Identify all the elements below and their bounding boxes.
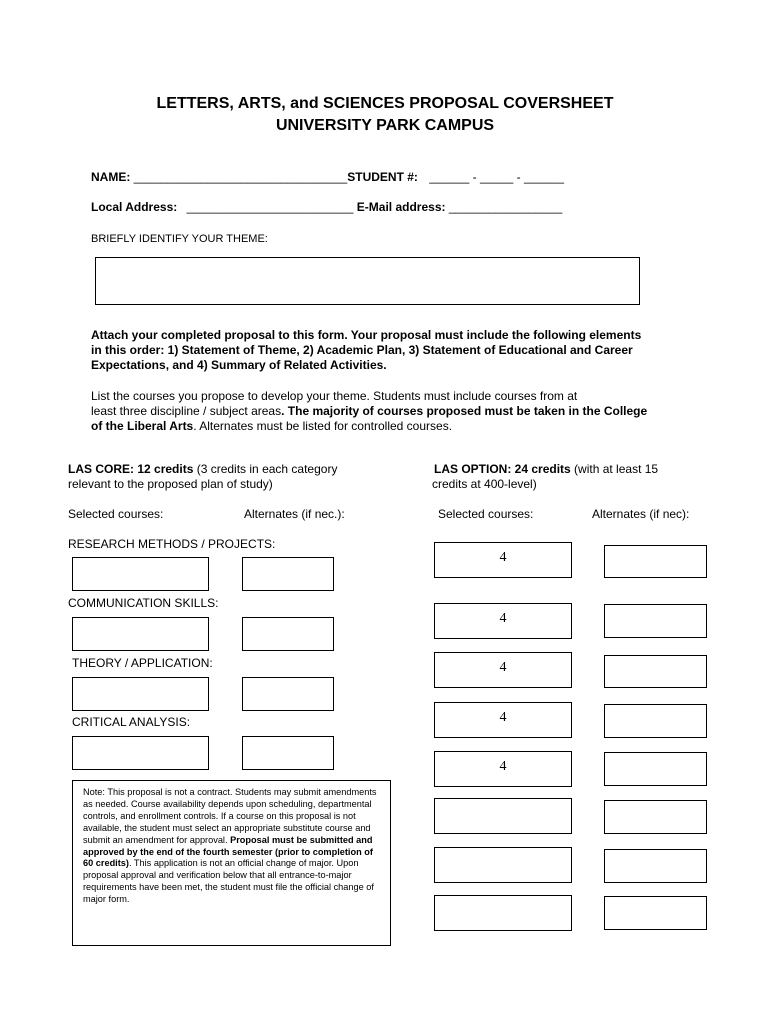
- option-course-box-8[interactable]: [434, 895, 572, 931]
- core-course-box-communication[interactable]: [72, 617, 209, 651]
- attach-line-1: Attach your completed proposal to this form. Your proposal must include the following elements: [91, 328, 642, 342]
- note-deadline-text: Proposal must be submitted and approved by the end of the fourth semester (prior to completion of 60 credits): [83, 834, 373, 869]
- name-label: NAME:: [91, 170, 131, 184]
- student-number-label: STUDENT #:: [347, 170, 418, 184]
- core-course-box-critical[interactable]: [72, 736, 209, 770]
- list-line-3: of the Liberal Arts. Alternates must be listed for controlled courses.: [91, 419, 453, 433]
- core-alternates-label: Alternates (if nec.):: [244, 507, 345, 521]
- list-line-1: List the courses you propose to develop your theme. Students must include courses from at: [91, 389, 578, 403]
- category-theory-application: THEORY / APPLICATION:: [72, 656, 213, 670]
- option-alternates-label: Alternates (if nec):: [592, 507, 690, 521]
- attach-line-2: in this order: 1) Statement of Theme, 2) Academic Plan, 3) Statement of Educational and Career: [91, 343, 633, 357]
- option-alternate-box-2[interactable]: [604, 604, 707, 638]
- name-field[interactable]: ________________________________: [133, 170, 348, 184]
- theme-input-box[interactable]: [95, 257, 640, 305]
- note-text-part-1: Note: This proposal is not a contract. Students may submit amendments as needed. Course availability depends upon scheduling, departmental controls, and enrollment controls. If a course on this proposal is not available, the student must select an appropriate substitute course and submit an amendment for approval.: [83, 787, 377, 845]
- core-alternate-box-research[interactable]: [242, 557, 334, 591]
- option-alternate-box-3[interactable]: [604, 655, 707, 688]
- address-row: [91, 200, 562, 214]
- local-address-label: Local Address:: [91, 200, 178, 214]
- page-title: LETTERS, ARTS, and SCIENCES PROPOSAL COVERSHEET: [156, 95, 614, 112]
- option-course-box-3[interactable]: 4: [434, 652, 572, 688]
- local-address-field[interactable]: _________________________: [186, 200, 354, 214]
- page-subtitle: UNIVERSITY PARK CAMPUS: [275, 117, 495, 134]
- category-communication-skills: COMMUNICATION SKILLS:: [68, 596, 219, 610]
- core-course-box-research[interactable]: [72, 557, 209, 591]
- option-alternate-box-4[interactable]: [604, 704, 707, 738]
- option-course-box-5[interactable]: 4: [434, 751, 572, 787]
- option-course-box-7[interactable]: [434, 847, 572, 883]
- option-course-box-2[interactable]: 4: [434, 603, 572, 639]
- attach-line-3: Expectations, and 4) Summary of Related Activities.: [91, 358, 387, 372]
- option-course-box-6[interactable]: [434, 798, 572, 834]
- theme-label: BRIEFLY IDENTIFY YOUR THEME:: [91, 233, 268, 245]
- option-alternate-box-8[interactable]: [604, 896, 707, 930]
- core-selected-label: Selected courses:: [68, 507, 164, 521]
- list-line-2: least three discipline / subject areas. The majority of courses proposed must be taken in the College: [91, 404, 648, 418]
- core-course-box-theory[interactable]: [72, 677, 209, 711]
- email-field[interactable]: _________________: [448, 200, 563, 214]
- option-selected-label: Selected courses:: [438, 507, 534, 521]
- category-critical-analysis: CRITICAL ANALYSIS:: [72, 715, 191, 729]
- category-research-methods: RESEARCH METHODS / PROJECTS:: [68, 537, 276, 551]
- email-label: E-Mail address:: [356, 200, 446, 214]
- option-alternate-box-7[interactable]: [604, 849, 707, 883]
- option-alternate-box-1[interactable]: [604, 545, 707, 578]
- student-number-field[interactable]: ______ - _____ - ______: [429, 170, 565, 184]
- option-alternate-box-6[interactable]: [604, 800, 707, 834]
- option-alternate-box-5[interactable]: [604, 752, 707, 786]
- las-core-heading: LAS CORE: 12 credits (3 credits in each category relevant to the proposed plan of study): [68, 462, 338, 491]
- las-option-heading: LAS OPTION: 24 credits (with at least 15 credits at 400-level): [432, 462, 659, 491]
- note-text-part-2: . This application is not an official change of major. Upon proposal approval and verification below that all entrance-to-major requirements have been met, the student must file the official change of major form.: [83, 858, 374, 905]
- core-alternate-box-communication[interactable]: [242, 617, 334, 651]
- option-course-box-4[interactable]: 4: [434, 702, 572, 738]
- disclaimer-note: [72, 780, 391, 946]
- list-instructions: [91, 389, 691, 434]
- option-course-box-1[interactable]: 4: [434, 542, 572, 578]
- core-alternate-box-theory[interactable]: [242, 677, 334, 711]
- name-row: [91, 170, 564, 184]
- attach-instructions: [91, 328, 691, 373]
- core-alternate-box-critical[interactable]: [242, 736, 334, 770]
